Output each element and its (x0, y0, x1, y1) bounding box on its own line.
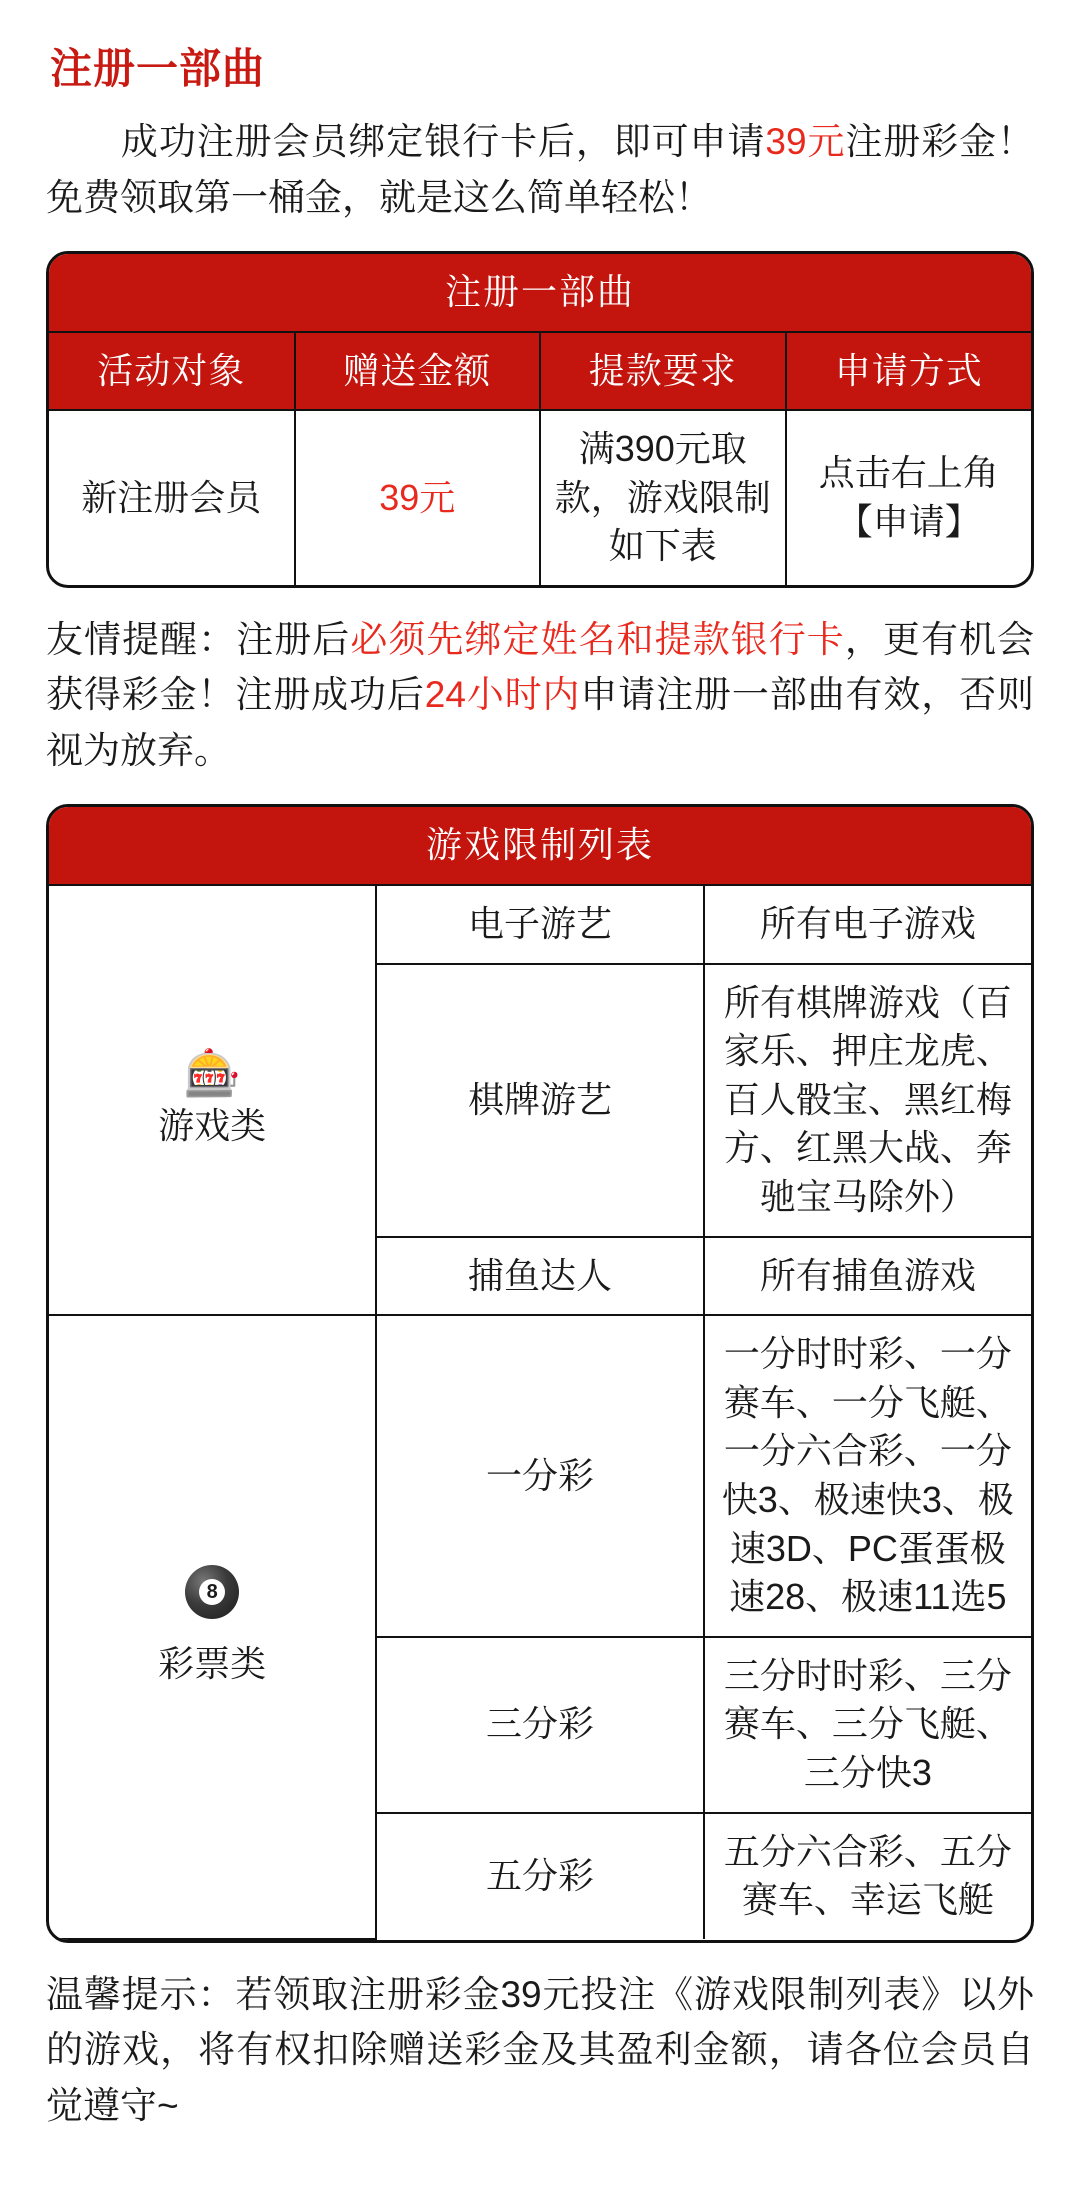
game-description: 所有棋牌游戏（百家乐、押庄龙虎、百人骰宝、黑红梅方、红黑大战、奔驰宝马除外） (704, 964, 1031, 1237)
subcategory-label: 电子游艺 (376, 885, 703, 964)
reminder-middle: ，更有机会获得彩金！注册成功后 (46, 618, 1035, 716)
game-description: 五分六合彩、五分赛车、幸运飞艇 (704, 1813, 1031, 1939)
category-label: 彩票类 (158, 1642, 267, 1684)
game-limit-table (46, 804, 1034, 1942)
intro-text-2: 注册彩金！免费领取第一桶金，就是这么简单轻松！ (46, 121, 1035, 218)
reminder-tail: 申请注册一部曲有效，否则视为放弃。 (46, 674, 1035, 771)
cell-requirement: 满390元取款，游戏限制如下表 (540, 410, 786, 585)
cell-target: 新注册会员 (49, 410, 295, 585)
intro-amount: 39元 (765, 121, 846, 162)
category-label: 游戏类 (158, 1104, 267, 1146)
reminder-note (46, 612, 1034, 779)
subcategory-label: 三分彩 (376, 1637, 703, 1813)
reminder-label: 友情提醒：注册后 (46, 618, 351, 660)
page-title: 注册一部曲 (50, 45, 266, 92)
reminder-highlight-bind: 必须先绑定姓名和提款银行卡 (350, 618, 845, 660)
game-description: 一分时时彩、一分赛车、一分飞艇、一分六合彩、一分快3、极速快3、极速3D、PC蛋蛋极速28、极速11选5 (704, 1315, 1031, 1637)
subcategory-label: 一分彩 (376, 1315, 703, 1637)
intro-paragraph (46, 114, 1034, 225)
main-offer-table (46, 251, 1034, 588)
game-table-banner: 游戏限制列表 (49, 807, 1031, 885)
category-games (49, 885, 376, 1315)
slot-machine-icon: 🎰 (183, 1046, 241, 1099)
header-method: 申请方式 (786, 332, 1032, 411)
footer-note: 温馨提示：若领取注册彩金39元投注《游戏限制列表》以外的游戏，将有权扣除赠送彩金及其盈利金额，请各位会员自觉遵守~ (46, 1973, 1034, 2126)
header-requirement: 提款要求 (540, 332, 786, 411)
cell-amount: 39元 (295, 410, 541, 585)
subcategory-label: 棋牌游艺 (376, 964, 703, 1237)
table-row (49, 410, 1031, 585)
eight-ball-icon (185, 1565, 239, 1619)
header-target: 活动对象 (49, 332, 295, 411)
game-description: 三分时时彩、三分赛车、三分飞艇、三分快3 (704, 1637, 1031, 1813)
table-row (49, 885, 1031, 964)
game-description: 所有电子游戏 (704, 885, 1031, 964)
cell-method: 点击右上角【申请】 (786, 410, 1032, 585)
table-row (49, 1315, 1031, 1637)
intro-text-1: 成功注册会员绑定银行卡后，即可申请 (120, 121, 766, 162)
subcategory-label: 捕鱼达人 (376, 1237, 703, 1316)
reminder-highlight-time: 24小时内 (424, 674, 581, 716)
main-table-banner: 注册一部曲 (49, 254, 1031, 332)
subcategory-label: 五分彩 (376, 1813, 703, 1939)
game-description: 所有捕鱼游戏 (704, 1237, 1031, 1316)
category-lottery (49, 1315, 376, 1939)
header-amount: 赠送金额 (295, 332, 541, 411)
